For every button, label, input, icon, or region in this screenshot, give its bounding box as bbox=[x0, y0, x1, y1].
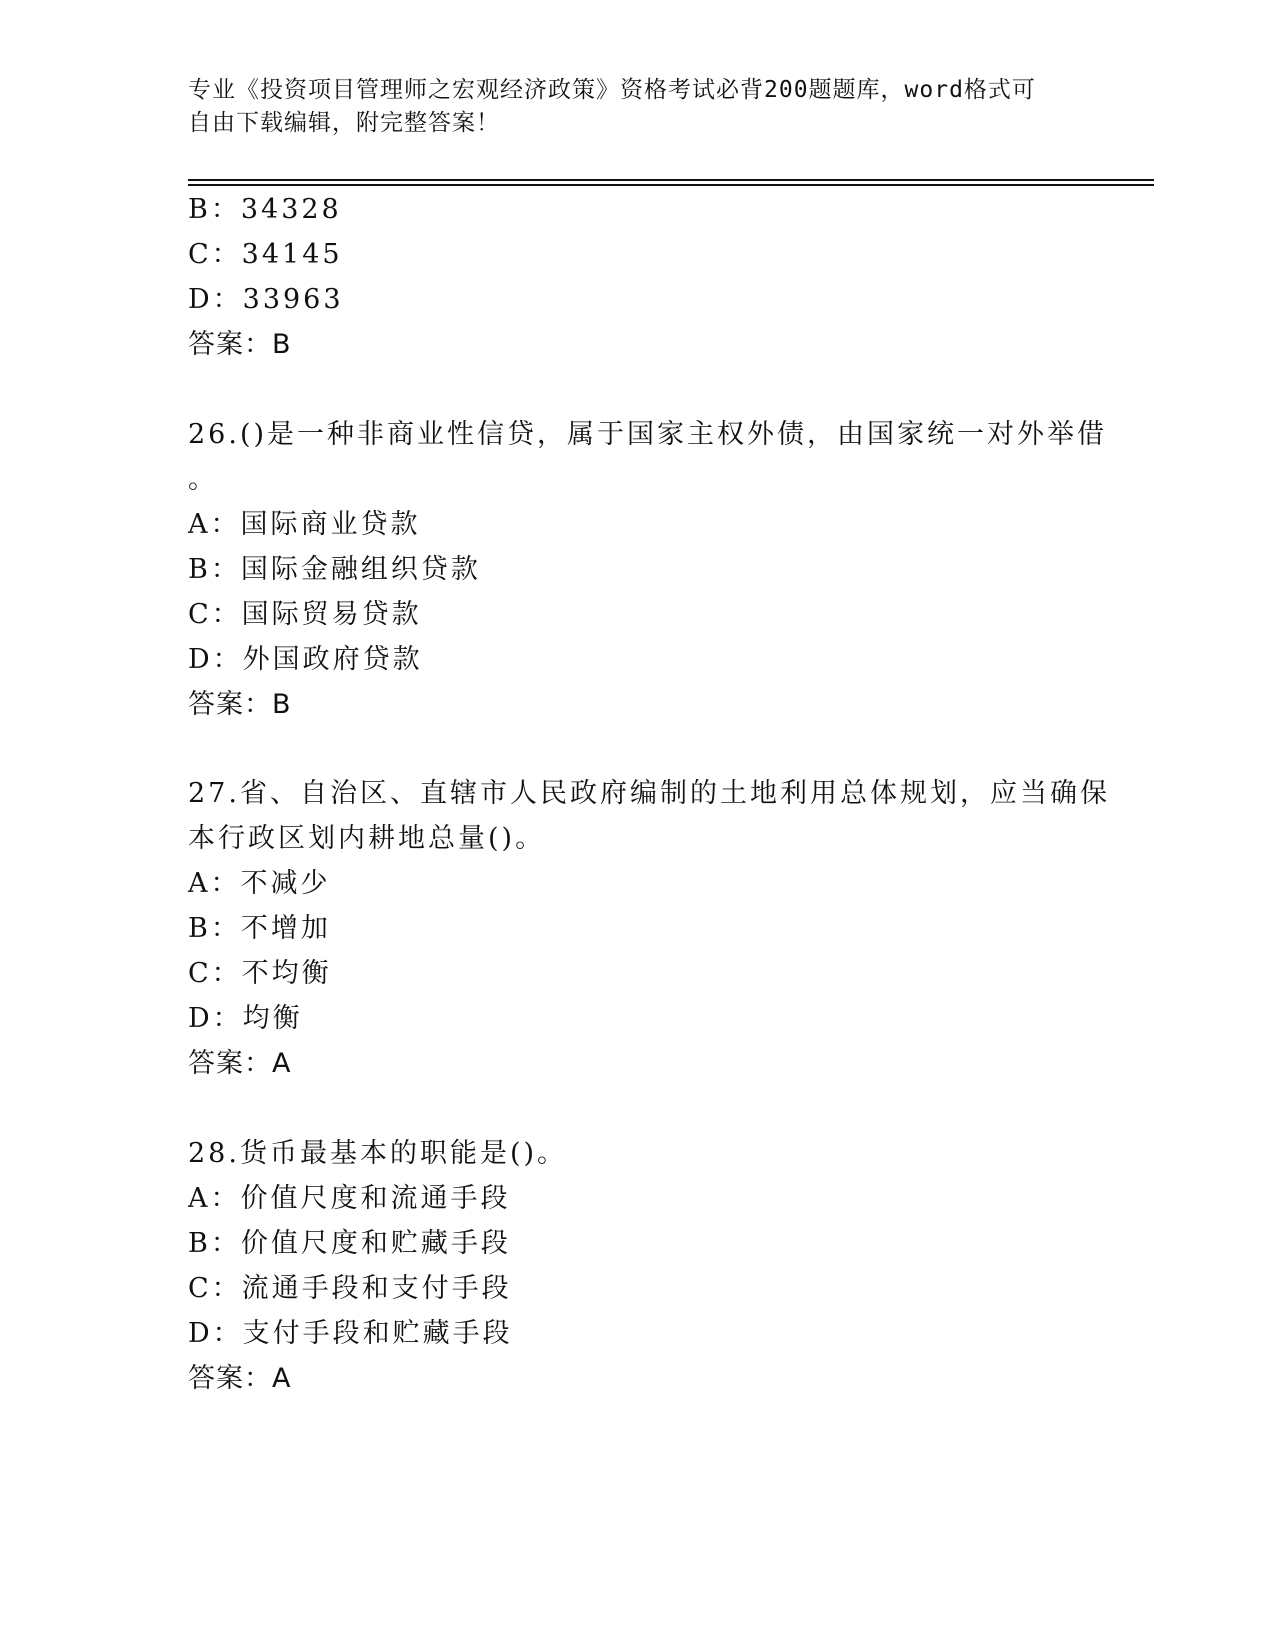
q27-stem-line-2: 本行政区划内耕地总量()。 bbox=[188, 823, 546, 854]
q27-option-a: A：不减少 bbox=[188, 868, 331, 899]
q26-stem-line-1: 26.()是一种非商业性信贷，属于国家主权外债，由国家统一对外举借 bbox=[188, 419, 1108, 450]
q26-stem-line-2: 。 bbox=[188, 464, 218, 495]
q27-answer: 答案：A bbox=[188, 1048, 292, 1079]
q25-answer: 答案：B bbox=[188, 329, 292, 360]
q28-option-c: C：流通手段和支付手段 bbox=[188, 1273, 512, 1304]
header-rule-bottom bbox=[188, 184, 1154, 186]
q25-option-b: B：34328 bbox=[188, 194, 342, 225]
q28-answer: 答案：A bbox=[188, 1363, 292, 1394]
q26-answer: 答案：B bbox=[188, 689, 292, 720]
q27-option-c: C：不均衡 bbox=[188, 958, 332, 989]
q25-option-d: D：33963 bbox=[188, 284, 344, 315]
q26-option-c: C：国际贸易贷款 bbox=[188, 599, 422, 630]
header-rule-top bbox=[188, 179, 1154, 181]
q27-stem-line-1: 27.省、自治区、直辖市人民政府编制的土地利用总体规划，应当确保 bbox=[188, 778, 1110, 809]
q26-option-d: D：外国政府贷款 bbox=[188, 644, 423, 675]
q28-option-b: B：价值尺度和贮藏手段 bbox=[188, 1228, 511, 1259]
q26-option-b: B：国际金融组织贷款 bbox=[188, 554, 481, 585]
q27-option-b: B：不增加 bbox=[188, 913, 331, 944]
q28-option-d: D：支付手段和贮藏手段 bbox=[188, 1318, 513, 1349]
q27-option-d: D：均衡 bbox=[188, 1003, 303, 1034]
page-header bbox=[188, 74, 1088, 140]
q28-stem-line-1: 28.货币最基本的职能是()。 bbox=[188, 1138, 568, 1169]
q26-option-a: A：国际商业贷款 bbox=[188, 509, 421, 540]
q25-option-c: C：34145 bbox=[188, 239, 343, 270]
header-line-1: 专业《投资项目管理师之宏观经济政策》资格考试必背200题题库，word格式可 bbox=[188, 77, 1036, 103]
header-line-2: 自由下载编辑，附完整答案！ bbox=[188, 110, 500, 136]
q28-option-a: A：价值尺度和流通手段 bbox=[188, 1183, 511, 1214]
